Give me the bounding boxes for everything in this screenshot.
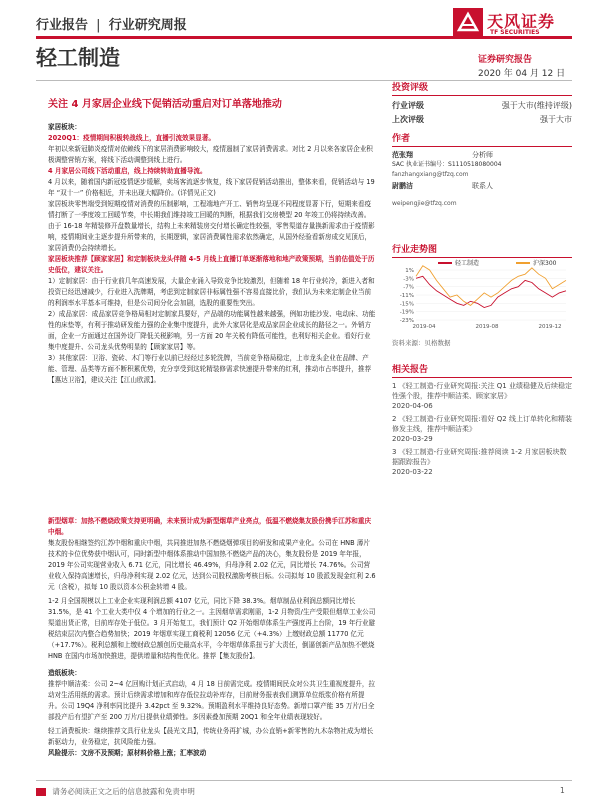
industry-rating-value: 强于大市(维持评级) [501, 101, 572, 110]
related-item-date: 2020-03-22 [392, 468, 433, 476]
related-item[interactable] [392, 414, 572, 444]
p2-body: 4 月以来，随着国内新冠疫情逐步缓解，卖场客流逐步恢复，线下家居促销活动推出，整体来看，促销活动与 19 年 “双十一” 价格相近，并未出现大幅降价。(详情见正文) [48, 178, 375, 197]
y-tick-label: -3% [403, 276, 414, 283]
body-section-home [48, 122, 376, 386]
p5-body: 1）定制家居：由于行业前几年高速发展，大量企业涌入导致竞争比较激烈，但随着 18 年行业转冷，新进入者和投资已经迅速减少，行业进入洗牌期，考虑到定制家居非标属性强不容易直接比价，我们认为未来定制企业当前的利润率水平基本可维持，但是公司间分化会加剧，选股的重要性突出。 [48, 277, 375, 307]
author-1-email[interactable]: fanzhangxiang@tfzq.com [392, 171, 469, 178]
chart-heading: 行业走势图 [392, 245, 438, 255]
related-item[interactable] [392, 381, 572, 411]
p3-body: 家居板块零售端受到短期疫情对消费的压制影响，工程端地产开工、销售均呈现不同程度显著下行，短期来看疫情打断了一季度竣工回暖节奏，中长期我们维持竣工回暖的判断，根据我们交房模型 20 年竣工仍将持续改善。由于 16-18 年精装修开盘数量增长，结构上未来精装房交付增长确定性较强，零售渠道存量换新需求由于疫情影响，疫情期间业主逐步提升所带来的，长期逻辑，家居消费属性需求依然确定，从国外经验看新房成交见顶后，家居消费仍会持续增长。 [48, 200, 375, 252]
author-2-name: 尉鹏洁 [392, 182, 413, 190]
industry-rating-label: 行业评级 [392, 101, 424, 110]
trend-chart [392, 258, 572, 330]
consumer-body: 轻工消费板块：继续推荐文具行业龙头【晨光文具】，传统业务再扩城，办公直销+新零售的九木杂物社成为增长新驱动力，业务稳定，抗风险能力强。 [48, 727, 374, 746]
related-item-text: 2 《轻工制造-行业研究周报:看好 Q2 线上订单转化和精装修发主线，推荐中顺洁柔》 [392, 415, 572, 433]
chart-source: 资料来源：贝格数据 [392, 339, 451, 347]
related-reports [392, 362, 572, 477]
author-1-cert: SAC 执业证书编号：S1110518080004 [392, 161, 502, 168]
related-heading: 相关报告 [392, 365, 429, 375]
related-item-date: 2020-03-29 [392, 435, 433, 443]
body-section-tobacco [48, 516, 376, 662]
logo-mark-icon [453, 8, 483, 38]
author-2-role: 联系人 [472, 182, 493, 190]
y-tick-label: -15% [399, 301, 414, 308]
report-type: 证券研究报告 [478, 55, 533, 65]
p4-title: 家居板块推荐【顾家家居】和定制板块龙头伴随 4-5 月线上直播订单逐渐落地和地产政策预期，当前估值处于历史低位，建议关注。 [48, 255, 375, 274]
prev-rating-value: 强于大市 [540, 115, 572, 124]
author-1-name: 范张翔 [392, 151, 413, 159]
prev-rating-label: 上次评级 [392, 115, 424, 124]
related-divider [392, 377, 572, 378]
x-tick-label: 2019-08 [475, 324, 499, 330]
tobacco-body-2: 1-2 月全国规模以上工业企业实现利润总额 4107 亿元，同比下降 38.3%。烟草制品业利润总额同比增长 31.5%，是 41 个工业大类中仅 4 个增加的行业之一。主因烟草需求刚需，1-2 月物资/生产受限但烟草工业公司渠道出货正常，目前库存处于低位。3 月开始复工，我们预计 Q2 开始烟草体系生产强度再上台阶，19 年行业避税结束层次内整合趋势加快；2019 年烟草实现工商税利 12056 亿元（+4.3%）上缴财政总额 11770 亿元（+17.7%）。税利总额和上缴财政总额创历史最高水平，今年烟草体系扭亏扩大责任，倒逼创新产品加热不燃烧 HNB 在国内市场加快推进，提供增量和结构性优化。推荐【集友股份】。 [48, 597, 376, 660]
section-paper-title: 造纸板块： [48, 669, 81, 677]
series-line-2 [416, 266, 566, 306]
header-categories [36, 14, 187, 33]
author-1 [392, 150, 572, 180]
investment-rating [392, 80, 572, 125]
footer-text: 请务必阅读正文之后的信息披露和免责申明 [52, 787, 195, 796]
logo-text-en: TF SECURITIES [490, 29, 540, 36]
x-tick-label: 2019-12 [538, 324, 562, 330]
rating-heading: 投资评级 [392, 83, 429, 93]
authors-divider [392, 146, 572, 147]
p1-body: 年初以来新冠肺炎疫情对依赖线下的家居消费影响较大，疫情遏制了家居消费需求。对比 2 月以来各家居企业积极调整营销方案，将线下活动调整到线上进行。 [48, 145, 373, 164]
rating-divider [392, 95, 572, 96]
series-line-1 [416, 276, 566, 307]
header-category-2: 行业研究周报 [108, 18, 187, 33]
report-date: 2020 年 04 月 12 日 [478, 69, 566, 79]
report-subtitle: 关注 4 月家居企业线下促销活动重启对订单落地推动 [48, 99, 282, 110]
related-item-text: 3 《轻工制造-行业研究周报:推荐阅读 1-2 月家居板块数据跟踪报告》 [392, 448, 567, 466]
header-category-1: 行业报告 [36, 18, 89, 33]
tobacco-body-1: 集友股份相继签约江苏中烟和重庆中烟，共同推进加热不燃烧烟弹项目的研发和成果产业化。公司在 HNB 薄片技术的卡位优势获中烟认可，同时新型中烟体系推动中国加热不燃烧产品的决心，集友股份是 2019 年年报，2019 年公司实现营业收入 6.71 亿元，同比增长 46.49%，归母净利 2.02 亿元，同比增长 74.76%。公司营业收入保持高速增长，归母净利实现 2.02 亿元，达到公司股权激励考核目标。公司拟每 10 股派发现金红利 2.6 元（含税），拟每 10 股以资本公积金转增 4 股。 [48, 539, 376, 591]
footer-disclaimer [36, 786, 195, 797]
section-home-title: 家居板块： [48, 123, 81, 131]
page-number: 1 [560, 786, 565, 795]
legend-label: 沪深300 [533, 260, 557, 267]
related-item-date: 2020-04-06 [392, 402, 433, 410]
related-item[interactable] [392, 447, 572, 477]
risk-note: 风险提示：文房不及预期；原材料价格上涨；汇率波动 [48, 749, 207, 757]
author-2 [392, 181, 572, 209]
y-tick-label: -11% [399, 293, 414, 299]
x-tick-label: 2019-04 [412, 324, 436, 330]
authors-block [392, 131, 572, 209]
tobacco-title: 新型烟草：加热不燃烧政策支持更明确，未来预计成为新型烟草产业亮点，低温不燃烧集友股份携手江苏和重庆中烟。 [48, 517, 372, 536]
y-tick-label: -23% [399, 318, 414, 324]
body-section-paper [48, 668, 376, 759]
authors-heading: 作者 [392, 134, 411, 144]
author-1-role: 分析师 [472, 151, 493, 159]
p6-body: 2）成品家居：成品家居竞争格局相对定制家具要好，产品端的功能属性越来越强，例如功能沙发、电动床、功能性的床垫等，有利于推动研发能力强的企业集中度提升，此外大家居化是成品家居企业成长的路径之一。外销方面，企业一方面通过在国外设厂降低关税影响，另一方面 20 年关税有降低可能性，也利好相关企业。看好行业集中度提升、公司龙头优势明显的【顾家家居】等。 [48, 310, 376, 351]
y-tick-label: -19% [399, 309, 414, 316]
p7-body: 3）其他家居：卫浴、瓷砖、木门等行业以前已经经过多轮洗牌，当前竞争格局稳定，上市龙头企业在品牌、产能、管理、品类等方面不断积累优势，充分享受到这轮精装修需求快速提升带来的红利，推动市占率提升，推荐【惠达卫浴】，建议关注【江山欧派】。 [48, 354, 372, 384]
footer-logo-icon [36, 788, 46, 796]
legend-label: 轻工制造 [455, 260, 480, 267]
footer-divider [36, 780, 572, 781]
p2-title: 4 月家居公司线下活动重启，线上持续转助直播导流。 [48, 167, 207, 175]
header-separator: | [96, 18, 101, 33]
header-divider [36, 36, 572, 39]
author-2-email[interactable]: weipengjie@tfzq.com [392, 200, 457, 207]
p1-title: 2020Q1：疫情期间积极转战线上，直播引流效果显著。 [48, 134, 216, 142]
paper-body: 推荐中顺洁柔：公司 2~4 亿回购计划正式启动，4 月 18 日前需完成。疫情期间民众对公共卫生重视度提升，拉动对生活用纸的需求。预计后续需求增加和库存低位拉动补库存，目前财务报表我们测算单位纸浆价格有所提升。公司 19Q4 净利率同比提升 3.42pct 至 9.32%。预期盈利水平维持良好态势。新增口罩产能 35 万片/日全部投产后有望扩产至 200 万片/日提供业绩弹性。多因素叠加预期 20Q1 和全年业绩表现较好。 [48, 680, 376, 721]
page-title: 轻工制造 [36, 46, 120, 70]
y-tick-label: 1% [405, 268, 414, 274]
related-item-text: 1 《轻工制造-行业研究周报:关注 Q1 业绩稳健及后续稳定性强个股，推荐中顺洁柔、顾家家居》 [392, 382, 572, 400]
logo-text-cn: 天风证券 [487, 12, 556, 31]
y-tick-label: -7% [403, 284, 414, 291]
